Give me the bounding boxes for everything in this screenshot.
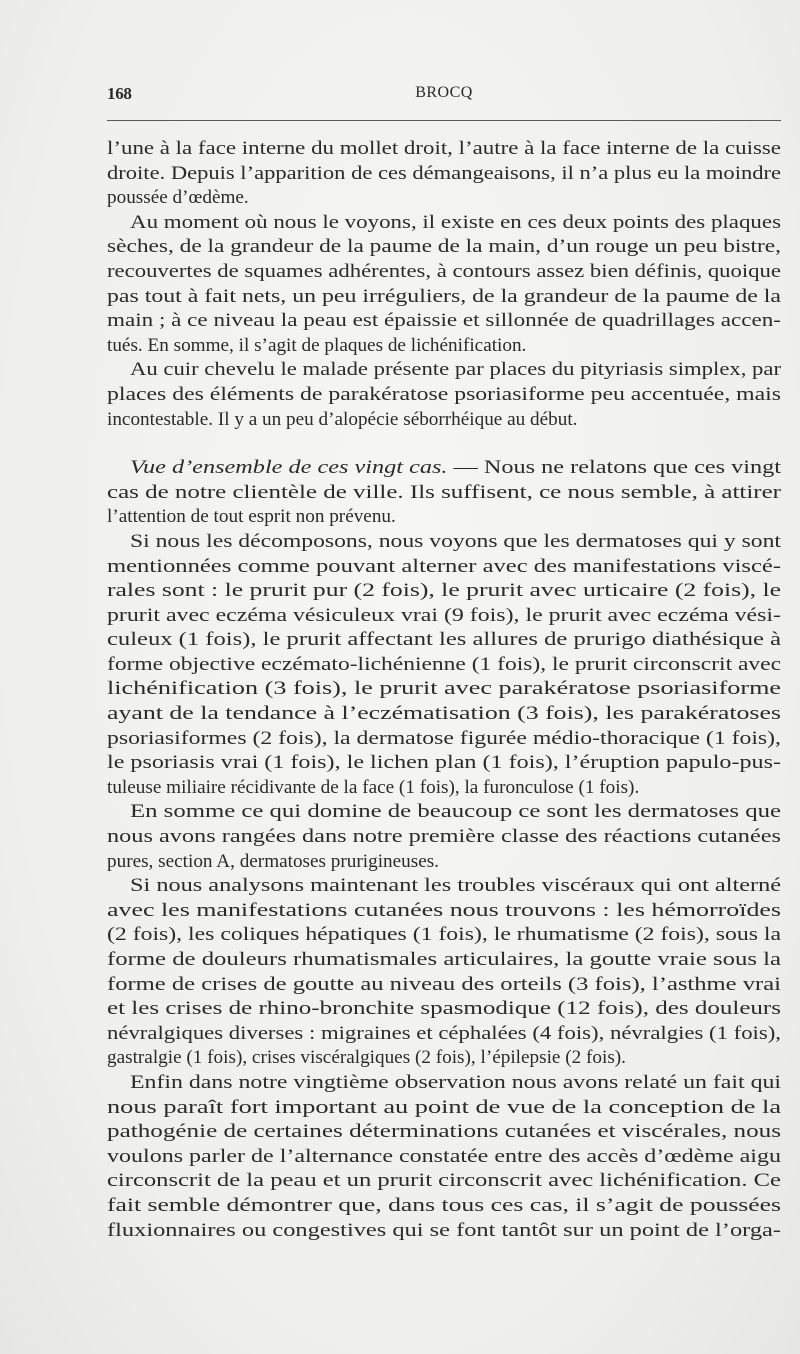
text-line: Vue d’ensemble de ces vingt cas. — Nous ne relatons que ces vingt: [130, 457, 781, 479]
text-line: circonscrit de la peau et un prurit circonscrit avec lichénification. Ce: [107, 1170, 781, 1192]
text-line: gastralgie (1 fois), crises viscéralgiques (2 fois), l’épilepsie (2 fois).: [107, 1047, 626, 1069]
text-line: nous avons rangées dans notre première classe des réactions cutanées: [107, 826, 781, 848]
text-line: culeux (1 fois), le prurit affectant les allures de prurigo diathésique à: [107, 629, 781, 651]
paragraph: [107, 1071, 781, 1243]
text-line: poussée d’œdème.: [107, 187, 249, 209]
text-line: pas tout à fait nets, un peu irréguliers, de la grandeur de la paume de la: [107, 285, 781, 307]
paragraph: [107, 211, 781, 359]
paragraph: [107, 358, 781, 432]
paragraph: [107, 874, 781, 1071]
text-line: pathogénie de certaines déterminations cutanées et viscérales, nous: [107, 1121, 781, 1143]
paragraph: [107, 800, 781, 874]
page-number: 168: [107, 84, 132, 103]
text-line: le psoriasis vrai (1 fois), le lichen plan (1 fois), l’éruption papulo-pus-: [107, 752, 781, 774]
text-line: droite. Depuis l’apparition de ces démangeaisons, il n’a plus eu la moindre: [107, 162, 781, 184]
text-line: sèches, de la grandeur de la paume de la main, d’un rouge un peu bistre,: [107, 236, 781, 258]
text-line: fait semble démontrer que, dans tous ces cas, il s’agit de poussées: [107, 1194, 781, 1216]
body-text: [107, 137, 781, 1243]
running-head: [107, 84, 781, 106]
text-line: En somme ce qui domine de beaucoup ce sont les dermatoses que: [130, 801, 781, 823]
text-line: Si nous analysons maintenant les troubles viscéraux qui ont alterné: [130, 875, 781, 897]
text-line: forme de douleurs rhumatismales articulaires, la goutte vraie sous la: [107, 949, 781, 970]
paragraph: [107, 530, 781, 801]
text-line: prurit avec eczéma vésiculeux vrai (9 fois), le prurit avec eczéma vési-: [107, 604, 781, 626]
text-line: places des éléments de parakératose psoriasiforme peu accentuée, mais: [107, 383, 781, 405]
text-line: forme objective eczémato-lichénienne (1 fois), le prurit circonscrit avec: [107, 653, 781, 675]
text-line: tuleuse miliaire récidivante de la face (1 fois), la furonculose (1 fois).: [107, 776, 640, 798]
text-line: recouvertes de squames adhérentes, à contours assez bien définis, quoique: [107, 260, 781, 282]
text-line: lichénification (3 fois), le prurit avec parakératose psoriasiforme: [107, 678, 781, 700]
text-line: (2 fois), les coliques hépatiques (1 fois), le rhumatisme (2 fois), sous la: [107, 924, 781, 946]
text-line: psoriasiformes (2 fois), la dermatose figurée médio-thoracique (1 fois),: [107, 727, 781, 749]
text-line: forme de crises de goutte au niveau des orteils (3 fois), l’asthme vrai: [107, 973, 781, 995]
text-line: rales sont : le prurit pur (2 fois), le prurit avec urticaire (2 fois), le: [107, 580, 781, 602]
text-line: cas de notre clientèle de ville. Ils suffisent, ce nous semble, à attirer: [107, 481, 781, 503]
text-line: fluxionnaires ou congestives qui se font tantôt sur un point de l’orga-: [107, 1219, 781, 1241]
text-line: nous paraît fort important au point de vue de la conception de la: [107, 1096, 781, 1118]
text-line: voulons parler de l’alternance constatée entre des accès d’œdème aigu: [107, 1145, 781, 1167]
section-heading: Vue d’ensemble de ces vingt cas.: [130, 457, 448, 479]
text-line: et les crises de rhino-bronchite spasmodique (12 fois), des douleurs: [107, 998, 781, 1020]
text-line: l’une à la face interne du mollet droit, l’autre à la face interne de la cuisse: [107, 138, 781, 159]
paragraph: [107, 456, 781, 530]
text-line: ayant de la tendance à l’eczématisation (3 fois), les parakératoses: [107, 703, 781, 725]
text-line: mentionnées comme pouvant alterner avec des manifestations viscé-: [107, 555, 781, 577]
text-line: Au cuir chevelu le malade présente par places du pityriasis simplex, par: [130, 359, 781, 381]
running-title: BROCQ: [415, 84, 473, 101]
text-line: pures, section A, dermatoses prurigineuses.: [107, 850, 439, 872]
header-rule: [107, 120, 781, 121]
text-line: névralgiques diverses : migraines et céphalées (4 fois), névralgies (1 fois),: [107, 1022, 781, 1044]
text-line: l’attention de tout esprit non prévenu.: [107, 506, 396, 528]
text-line: Si nous les décomposons, nous voyons que les dermatoses qui y sont: [130, 530, 781, 552]
text-line: tués. En somme, il s’agit de plaques de lichénification.: [107, 334, 527, 356]
text-line: main ; à ce niveau la peau est épaissie et sillonnée de quadrillages accen-: [107, 310, 781, 332]
paragraph: [107, 137, 781, 211]
text-line: incontestable. Il y a un peu d’alopécie séborrhéique au début.: [107, 408, 578, 430]
text-line: Au moment où nous le voyons, il existe en ces deux points des plaques: [130, 211, 781, 233]
text-line: avec les manifestations cutanées nous trouvons : les hémorroïdes: [107, 899, 781, 921]
text-line: Enfin dans notre vingtième observation nous avons relaté un fait qui: [130, 1071, 781, 1093]
